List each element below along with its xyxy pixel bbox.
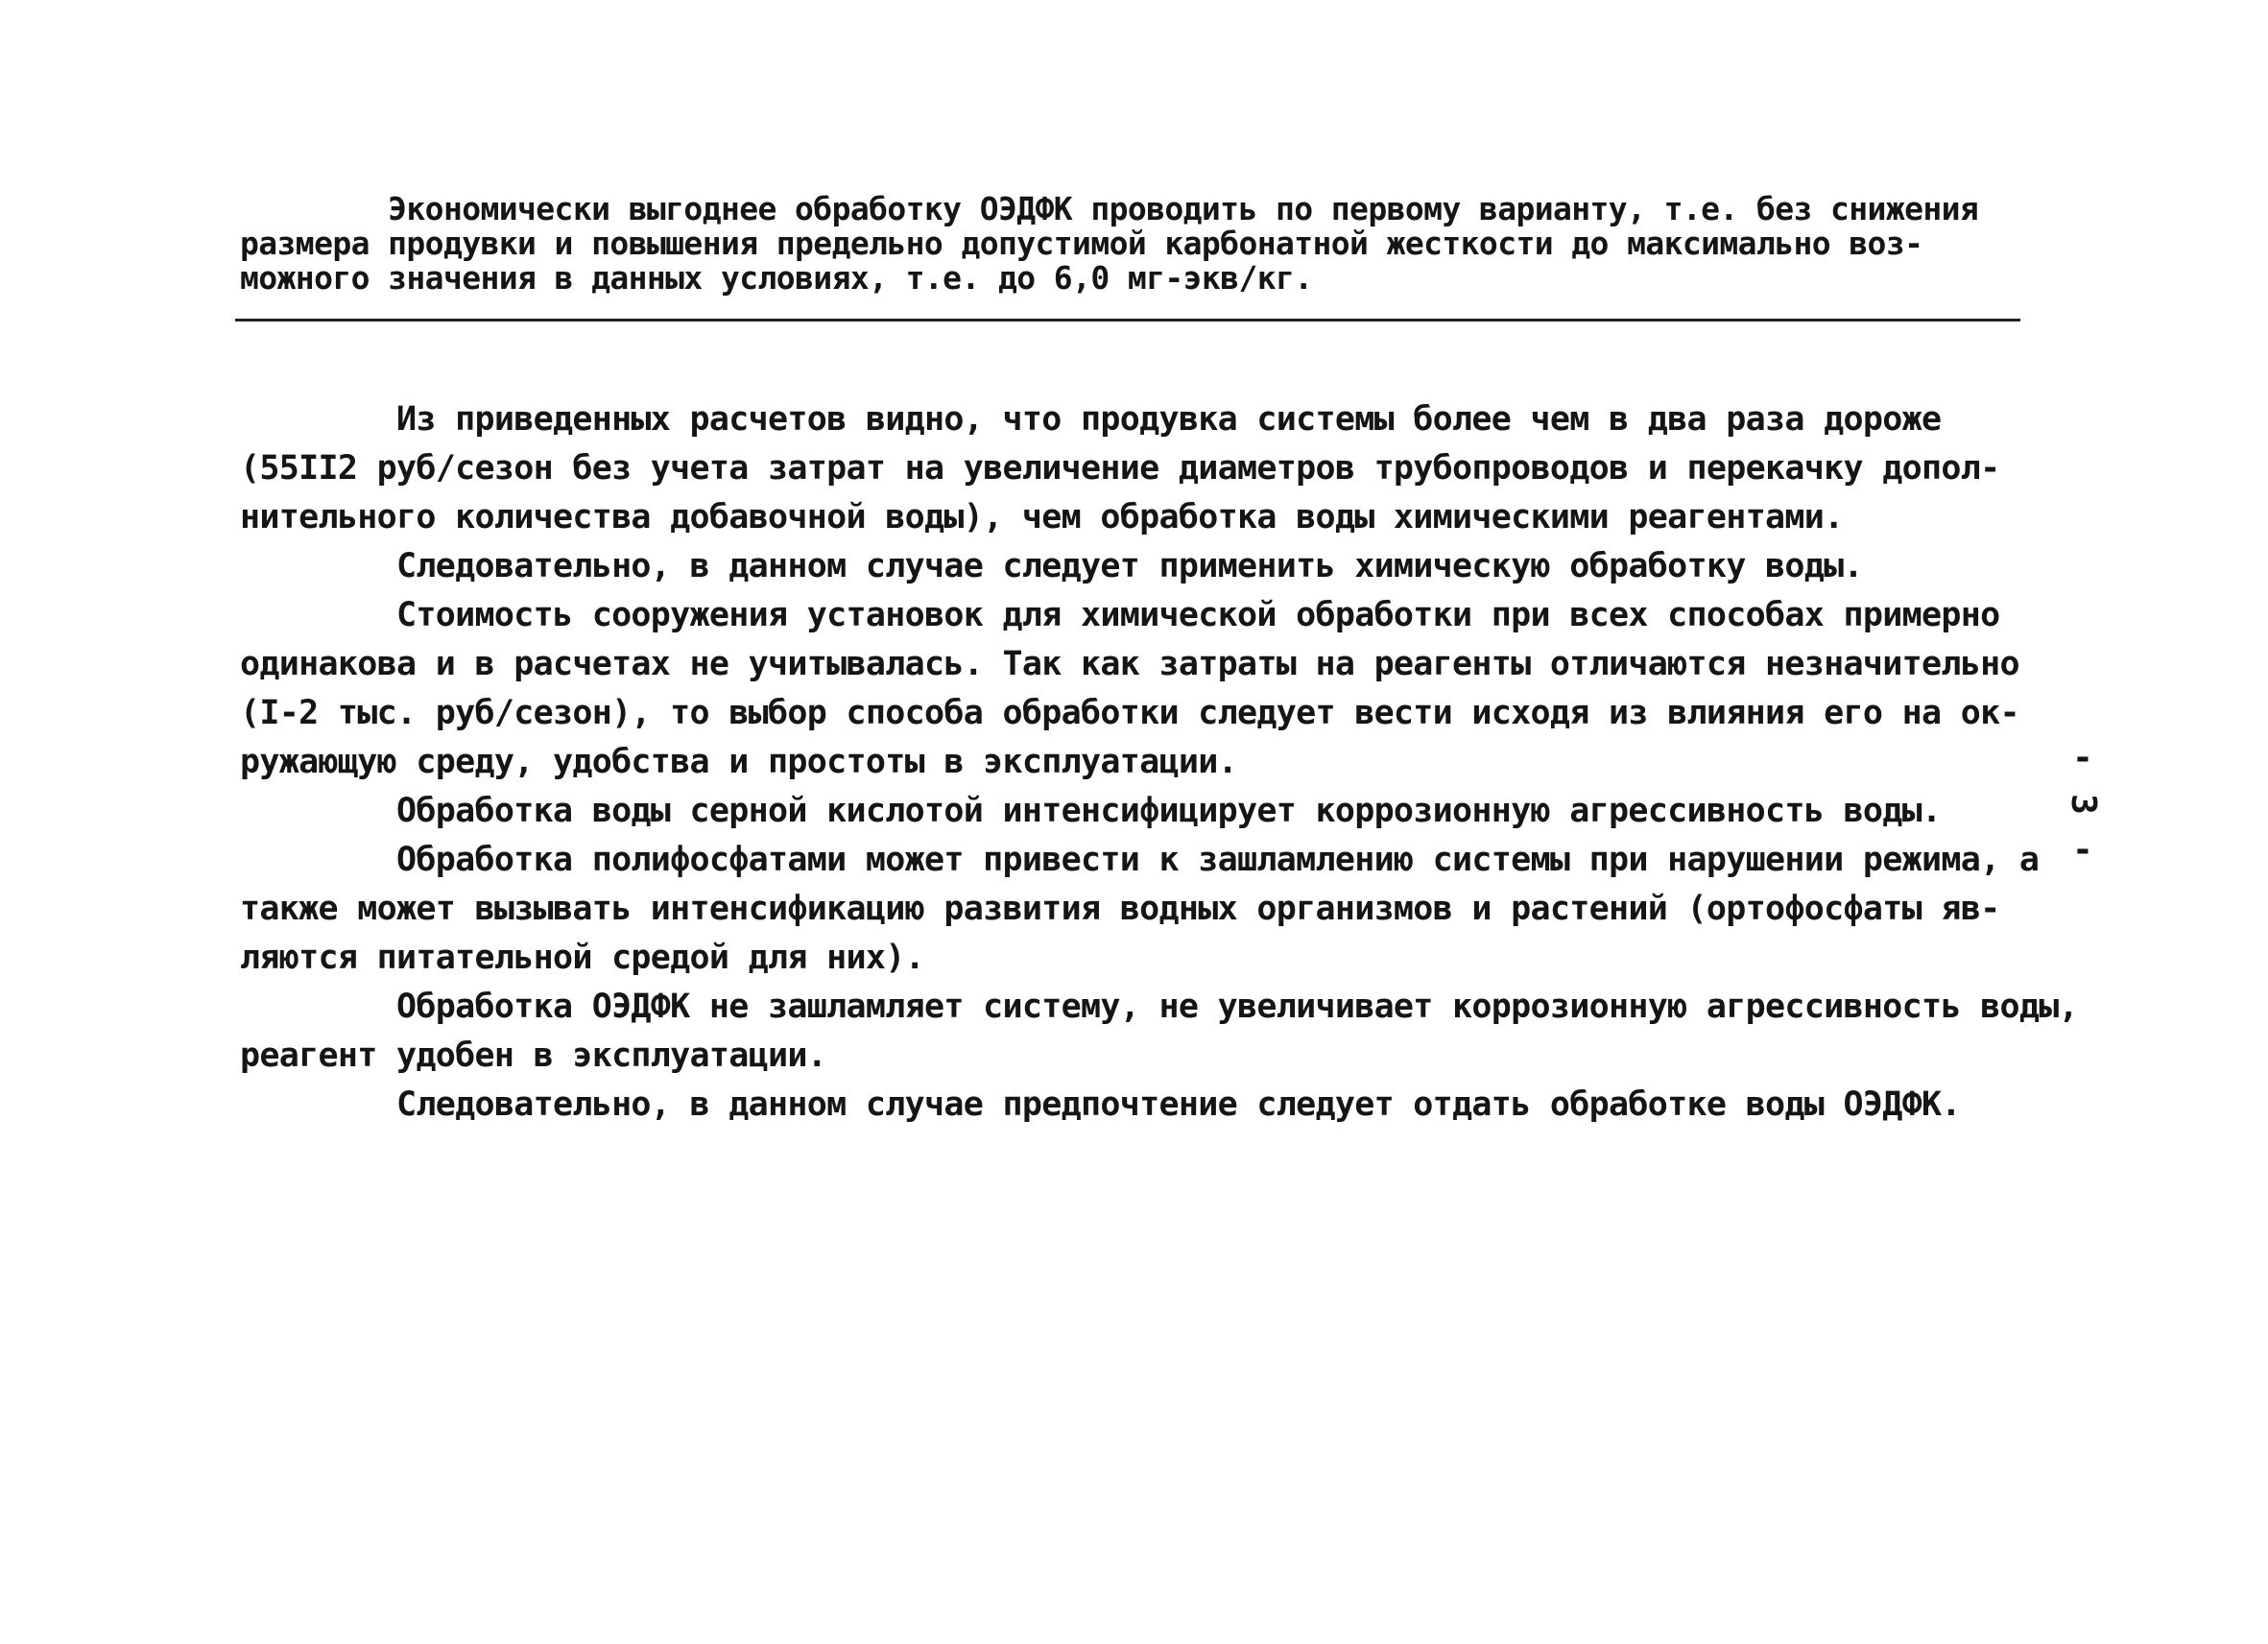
text-line: (55II2 руб/сезон без учета затрат на увеличение диаметров трубопроводов и перекачку допол- (240, 449, 2000, 488)
page-number-value: 3 (2064, 794, 2103, 815)
text-line: можного значения в данных условиях, т.е. до 6,0 мг-экв/кг. (240, 259, 1313, 297)
text-line: реагент удобен в эксплуатации. (240, 1036, 827, 1075)
text-line: нительного количества добавочной воды), чем обработка воды химическими реагентами. (240, 498, 1844, 536)
horizontal-rule (235, 319, 2020, 322)
summary-paragraph (240, 192, 2044, 296)
text-line: Следовательно, в данном случае предпочтение следует отдать обработке воды ОЭДФК. (240, 1085, 1961, 1124)
text-line: Следовательно, в данном случае следует применить химическую обработку воды. (240, 547, 1863, 585)
text-line: одинакова и в расчетах не учитывалась. Так как затраты на реагенты отличаются незначительно (240, 645, 2019, 683)
text-line: Обработка ОЭДФК не зашламляет систему, не увеличивает коррозионную агрессивность воды, (240, 988, 2078, 1026)
text-line: Экономически выгоднее обработку ОЭДФК проводить по первому варианту, т.е. без снижения (240, 190, 1979, 227)
text-line: Из приведенных расчетов видно, что продувка системы более чем в два раза дороже (240, 400, 1942, 439)
text-line: также может вызывать интенсификацию развития водных организмов и растений (ортофосфаты яв- (240, 890, 2000, 928)
page-number-dash-top: - (2072, 738, 2093, 777)
text-line: Обработка полифосфатами может привести к зашламлению системы при нарушении режима, а (240, 841, 2040, 879)
body-text (240, 395, 2078, 1130)
page-number (2064, 739, 2102, 870)
text-line: ружающую среду, удобства и простоты в эксплуатации. (240, 743, 1237, 781)
text-line: Стоимость сооружения установок для химической обработки при всех способах примерно (240, 596, 2000, 634)
text-line: Обработка воды серной кислотой интенсифицирует коррозионную агрессивность воды. (240, 792, 1942, 830)
page-number-dash-bottom: - (2072, 830, 2093, 870)
text-line: (I-2 тыс. руб/сезон), то выбор способа обработки следует вести исходя из влияния его на ок- (240, 694, 2019, 732)
text-line: размера продувки и повышения предельно допустимой карбонатной жесткости до максимально воз- (240, 225, 1923, 262)
text-line: ляются питательной средой для них). (240, 939, 925, 977)
